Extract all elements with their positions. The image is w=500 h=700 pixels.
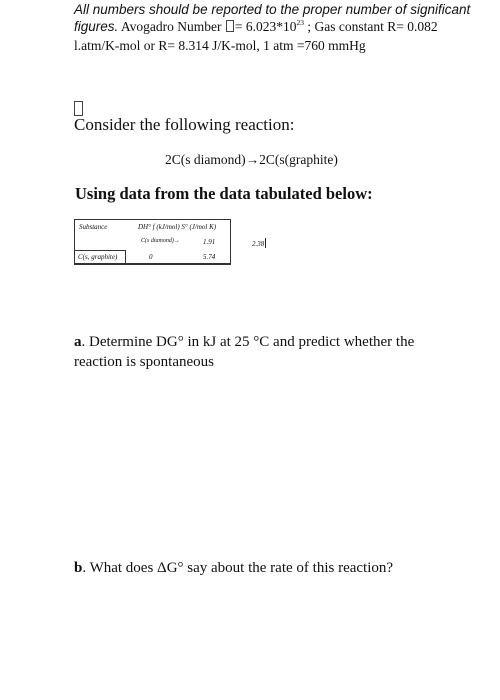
avogadro-exponent: 23 — [296, 18, 305, 27]
consider-text: Consider the following reaction: — [74, 115, 295, 134]
table-extra-value — [252, 238, 266, 248]
extra-value-text: 2.38 — [252, 240, 265, 248]
instructions-paragraph — [74, 1, 474, 54]
text-cursor — [265, 238, 266, 248]
table-row-graphite-dh: 0 — [149, 253, 153, 261]
avogadro-label: Avogadro Number — [120, 19, 222, 34]
gas-constant-text: ; Gas constant R= 0.082 l.atm/K-mol or R= 8.314 J/K-mol, 1 atm =760 mmHg — [74, 19, 438, 53]
avogadro-value: = 6.023*10 — [234, 19, 297, 34]
table-row-graphite-s: 5.74 — [203, 253, 216, 261]
table-divider — [125, 250, 126, 263]
table-row-graphite-label: C(s, graphite) — [78, 253, 118, 261]
reaction-equation: 2C(s diamond)→2C(s(graphite) — [165, 152, 338, 167]
data-heading: Using data from the data tabulated below: — [75, 184, 373, 203]
table-header-substance: Substance — [79, 223, 108, 231]
question-a-letter: a — [74, 334, 82, 350]
sig-fig-instruction: All numbers should be reported to the proper number of significant figures. — [74, 2, 471, 34]
missing-glyph-icon — [226, 20, 234, 32]
table-row-diamond-label: C(s diamond)→ — [141, 238, 180, 244]
table-divider — [75, 250, 125, 251]
question-b-letter: b — [74, 560, 83, 576]
table-row-diamond-dh: 1.91 — [203, 238, 216, 246]
question-b — [74, 560, 393, 577]
question-a — [74, 332, 434, 372]
table-header-values: DH° f (kJ/mol) S° (J/mol K) — [138, 223, 217, 231]
question-a-text: . Determine DG° in kJ at 25 °C and predict whether the reaction is spontaneous — [74, 334, 415, 370]
question-b-text: . What does ΔG° say about the rate of this reaction? — [82, 560, 394, 576]
thermo-data-table — [74, 219, 231, 265]
missing-glyph-icon — [74, 101, 83, 116]
